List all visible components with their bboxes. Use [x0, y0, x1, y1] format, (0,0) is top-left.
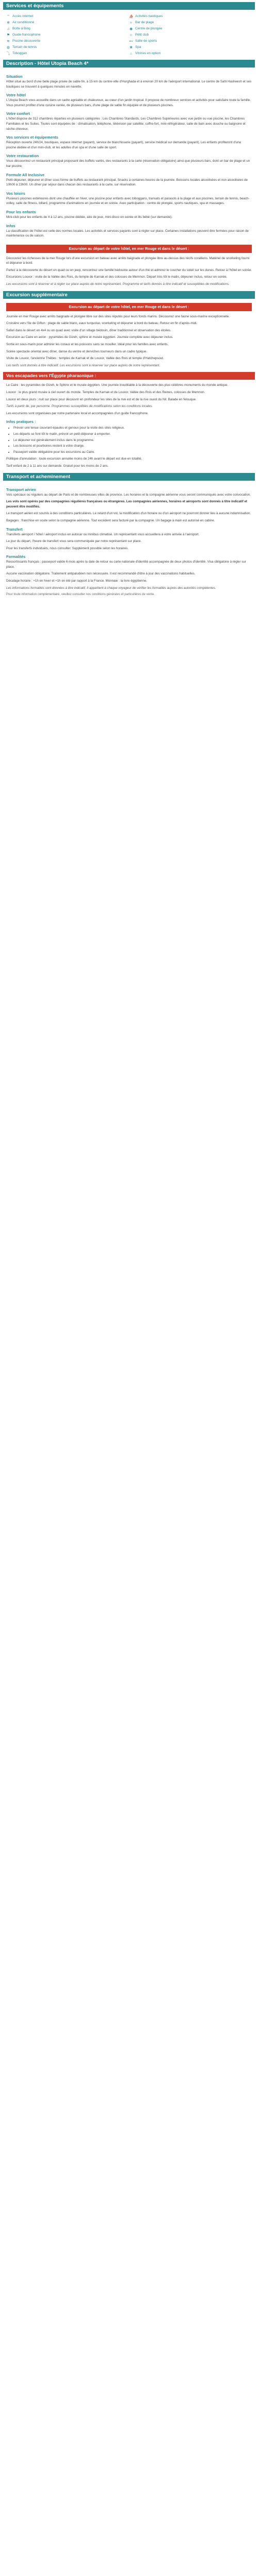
service-item — [129, 51, 252, 56]
egypt-title: Vos escapades vers l'Égypte pharaonique : — [3, 372, 255, 380]
service-label: Activités nautiques — [135, 14, 163, 19]
transport-title: Transport et acheminement — [3, 473, 255, 481]
service-item — [129, 20, 252, 25]
transport-text: Pour les transferts individuels, nous consulter. Supplément possible selon les horaires. — [6, 546, 128, 550]
services-row — [6, 44, 252, 50]
leisure-text: Plusieurs piscines extérieures dont une chauffée en hiver, une piscine pour enfants avec toboggans, transats et parasols à la plage et aux piscines, terrain de tennis, beach-volley, salle de fitness, billard, programme d'animations en journée et en soirée. Avec participation : centre de plongée, sports nautiques, spa et massages. — [6, 196, 250, 206]
egypt-text: Tarifs à partir de, par personne. Programmes susceptibles de modifications selon les conditions locales. — [6, 404, 153, 409]
location-heading: Situation — [6, 74, 23, 79]
alert-note: Les excursions sont à réserver et à régler sur place auprès de notre représentant. Programme et tarifs donnés à titre indicatif et susceptibles de modifications. — [6, 282, 230, 286]
service-label: Pétit club — [135, 33, 149, 37]
services-grid — [3, 12, 255, 60]
alert-title: Excursion au départ de votre hôtel, en mer Rouge et dans le désert : — [6, 245, 252, 253]
transport-text: Les vols sont opérés par des compagnies régulières françaises ou étrangères. Les compagnies aériennes, horaires et aéroports sont donnés à titre indicatif et peuvent être modifiés. — [6, 500, 247, 509]
service-label: Accès internet — [12, 14, 34, 19]
flag-icon: ⚑ — [6, 33, 10, 37]
formalities-heading: Formalités — [6, 554, 26, 560]
transport-text: Décalage horaire : +1h en hiver et +1h en été par rapport à la France. Monnaie : la livre égyptienne. — [6, 579, 148, 583]
allin-text: Petit-déjeuner, déjeuner et dîner sous forme de buffets au restaurant principal. Snacks à certaines heures de la journée. Boissons locales alcoolisées et non alcoolisées de 10h00 à 23h00. Un dîner par séjour dans chacun des restaurants à la carte, sur réservation. — [6, 178, 248, 187]
kids-heading: Pour les enfants — [6, 209, 36, 214]
service-label: Air conditionné — [12, 21, 35, 25]
service-label: Vitrines en option — [135, 52, 161, 56]
transport-text: Le transport aérien est soumis à des conditions particulières. Le retard d'un vol, la modification d'un horaire ou d'un aéroport ne pourront donner lieu à aucune indemnisation. — [6, 512, 251, 516]
services-row — [6, 20, 252, 26]
service-item — [6, 32, 129, 38]
service-item — [129, 39, 252, 44]
service-label: Piscine découverte — [12, 39, 40, 43]
service-item — [129, 26, 252, 31]
transport-text: Transferts aéroport / hôtel / aéroport inclus en autocar ou minibus climatisé. Un représentant vous accueillera à votre arrivée à l'aéroport. — [6, 532, 200, 536]
tennis-icon: ◍ — [6, 45, 10, 49]
transport-text: Bagages : franchise en soute selon la compagnie aérienne. Tout excédent sera facturé par la compagnie. Un bagage à main est autorisé en cabine. — [6, 518, 215, 522]
transport-section — [3, 483, 255, 602]
transport-text: Ressortissants français : passeport valide 6 mois après la date de retour ou carte nationale d'identité accompagnée de deux photos d'identité. Visa obligatoire à régler sur place. — [6, 560, 246, 569]
spa-icon: ❀ — [130, 45, 133, 49]
service-item — [6, 45, 129, 50]
service-item — [6, 39, 129, 44]
list-item: • Les départs se font tôt le matin, prévoir un petit-déjeuner à emporter. — [13, 432, 252, 437]
services-text: Réception ouverte 24h/24, boutiques, espace internet (payant), service de blanchisserie (payant), service médical sur demande (payant). Les enfants profiteront d'une piscine dédiée et d'un mini-club, et les adultes d'un spa et d'une salle de sport. — [6, 141, 241, 149]
service-item — [6, 51, 129, 56]
excursion-text: Journée en mer Rouge avec arrêts baignade et plongée libre sur des sites réputés pour leurs fonds marins. Découvrez une faune sous-marine exceptionnelle. — [6, 314, 230, 318]
egypt-text: Politique d'annulation : toute excursion annulée moins de 24h avant le départ est due en totalité. — [6, 457, 142, 461]
rooms-text: L'hôtel dispose de 312 chambres réparties en plusieurs catégories : Les Chambres Standards, Les Chambres Supérieures avec vue jardin ou vue piscine, les Chambres Familiales et les Suites. Toutes sont équipées de : climatisation, téléphone, télévision par satellite, coffre-fort, mini-réfrigérateur, salle de bain avec douche ou baignoire et sèche-cheveux. — [6, 117, 246, 131]
egypt-text: Tarif enfant de 2 à 11 ans sur demande. Gratuit pour les moins de 2 ans. — [6, 464, 109, 468]
music-icon: ♫ — [7, 27, 10, 31]
air-heading: Transport aérien — [6, 487, 36, 492]
service-label: Spa — [135, 45, 141, 49]
egypt-text: Le Caire : les pyramides de Gizeh, le Sphinx et le musée égyptien. Une journée inoubliable à la découverte des plus célèbres monuments du monde antique. — [6, 383, 229, 387]
egypt-section — [3, 382, 255, 472]
location-text: Hôtel situé au bord d'une belle plage privée de sable fin, à 15 km du centre-ville d'Hurghada et à environ 20 km de l'aéroport international. Le centre de Sahl Hasheesh et ses boutiques se trouvent à quelques minutes en navette. — [6, 80, 252, 89]
excursion-text: Excursion au Caire en avion : pyramides de Gizeh, sphinx et musée égyptien. Journée complète avec déjeuner inclus. — [6, 335, 173, 340]
slide-icon: ⤵ — [6, 52, 10, 56]
list-item: • Passeport valide obligatoire pour les excursions au Caire. — [13, 450, 252, 455]
services-row — [6, 26, 252, 32]
service-item — [6, 26, 129, 31]
excursion-text: Soirée spectacle oriental avec dîner, danse du ventre et derviches tourneurs dans un cadre typique. — [6, 349, 148, 353]
alert-text: Partez à la découverte du désert en quad ou en jeep, rencontrez une famille bédouine autour d'un thé et admirez le coucher du soleil sur les dunes. Retour à l'hôtel en soirée. — [6, 268, 252, 272]
excursions-section — [3, 301, 255, 372]
list-item: • Les boissons et pourboires restent à votre charge. — [13, 444, 252, 449]
service-label: Guide francophone — [12, 33, 41, 37]
pool-icon: ≋ — [7, 39, 10, 43]
allin-heading: Formule All Inclusive — [6, 172, 45, 177]
service-label: Centre de plongée — [135, 27, 163, 31]
services-row — [6, 50, 252, 57]
service-item — [129, 32, 252, 38]
services-row — [6, 38, 252, 44]
excursions-alert-title: Excursion au départ de votre hôtel, en mer Rouge et dans le désert : — [6, 303, 252, 311]
egypt-text: Les excursions sont organisées par notre partenaire local et accompagnées d'un guide francophone. — [6, 411, 149, 415]
service-label: Terrain de tennis — [12, 45, 37, 49]
leisure-heading: Vos loisirs — [6, 191, 25, 196]
list-item: • Prévoir une tenue couvrant épaules et genoux pour la visite des sites religieux. — [13, 426, 252, 431]
alert-text: Excursions Louxor : visite de la Vallée des Rois, du temple de Karnak et des colosses de Memnon. Départ très tôt le matin, déjeuner inclus, retour en soirée. — [6, 275, 228, 279]
excursion-note: Les tarifs sont donnés à titre indicatif. Les excursions sont à réserver sur place auprès de notre représentant. — [6, 363, 160, 367]
transport-text: Vols spéciaux ou réguliers au départ de Paris et de nombreuses villes de province. Les horaires et la compagnie aérienne vous seront communiqués avec votre convocation. — [6, 493, 251, 497]
service-item — [6, 20, 129, 25]
shop-icon: ⌂ — [130, 52, 133, 56]
services-row — [6, 32, 252, 38]
kids-text: Mini-club pour les enfants de 4 à 12 ans, piscine dédiée, aire de jeux, mini-disco en soirée et lits bébé (sur demande). — [6, 215, 172, 219]
dumbbell-icon: ⊷ — [129, 39, 133, 43]
list-item: • Le déjeuner est généralement inclus dans le programme. — [13, 438, 252, 443]
info-text: La classification de l'hôtel est celle des normes locales. Les activités et services payants sont à régler sur place. Certaines installations peuvent être fermées pour raison de maintenance ou de saison. — [6, 229, 249, 238]
transport-text: Les informations formalités sont données à titre indicatif. Il appartient à chaque voyageur de vérifier les formalités auprès des autorités compétentes. — [6, 586, 216, 590]
glass-icon: ♅ — [130, 21, 133, 25]
services-title: Services et équipements — [3, 2, 255, 10]
food-heading: Votre restauration — [6, 154, 39, 159]
page — [0, 0, 258, 608]
info-heading: Infos — [6, 223, 15, 228]
service-label: Toboggan — [12, 52, 27, 56]
services-heading: Vos services et équipements — [6, 135, 58, 140]
rooms-heading: Votre confort — [6, 111, 30, 116]
hotel-text: L'Utopia Beach vous accueille dans un cadre agréable et chaleureux, au cœur d'un jardin tropical. Il propose de nombreux services et activités pour satisfaire toute la famille. Vous pourrez profiter d'une cuisine variée, de plusieurs bars, d'une plage de sable fin équipée et de plusieurs piscines. — [6, 98, 251, 107]
transport-text: Pour toute information complémentaire, veuillez consulter nos conditions générales et particulières de vente. — [6, 593, 155, 597]
transport-text: Le jour du départ, l'heure de transfert vous sera communiquée par notre représentant sur place. — [6, 539, 142, 544]
service-label: Salle de sports — [135, 39, 157, 43]
diver-icon: ◉ — [129, 27, 133, 31]
service-item — [6, 14, 129, 19]
description-section — [3, 70, 255, 243]
transfer-heading: Transfert — [6, 527, 23, 532]
hotel-heading: Votre hôtel — [6, 93, 26, 98]
alert-block — [3, 243, 255, 291]
excursions-title: Excursion supplémentaire — [3, 291, 255, 299]
excursion-text: Sortie en sous-marin pour admirer les coraux et les poissons sans se mouiller. Idéal pour les familles avec enfants. — [6, 343, 169, 347]
services-row — [6, 13, 252, 20]
alert-text: Découvrez les richesses de la mer Rouge lors d'une excursion en bateau avec arrêts baignade et plongée libre au-dessus des récifs coralliens. Matériel de snorkeling fourni et déjeuner à bord. — [6, 256, 250, 265]
boat-icon: ⛵ — [129, 14, 134, 19]
service-item — [129, 45, 252, 50]
service-item — [129, 14, 252, 19]
egypt-text: Louxor en deux jours : nuit sur place pour découvrir en profondeur les sites de la rive est et de la rive ouest du Nil. Balade en felouque. — [6, 397, 197, 401]
service-label: Bar de plage — [135, 21, 154, 25]
excursion-text: Safari dans le désert en 4x4 ou en quad avec visite d'un village bédouin, dîner traditionnel et observation des étoiles. — [6, 328, 171, 332]
practical-list — [13, 426, 252, 454]
egypt-text: Louxor : le plus grand musée à ciel ouvert du monde. Temples de Karnak et de Louxor, Vallée des Rois et des Reines, colosses de Memnon. — [6, 391, 205, 394]
child-icon: ☺ — [129, 33, 133, 37]
description-title: Description - Hôtel Utopia Beach 4* — [3, 60, 255, 67]
excursion-text: Croisière vers l'île de Giftun : plage de sable blanc, eaux turquoise, snorkeling et déjeuner à bord du bateau. Retour en fin d'après-midi. — [6, 321, 198, 326]
wifi-icon: ⌔ — [6, 14, 10, 19]
service-label: Boîte à Bing — [12, 27, 30, 31]
snowflake-icon: ❄ — [7, 21, 10, 25]
food-text: Vous découvrirez un restaurant principal proposant des buffets variés, des restaurants à la carte (réservation obligatoire) ainsi que plusieurs bars, dont un bar de plage et un bar piscine. — [6, 159, 250, 168]
excursion-text: Visite de Louxor, l'ancienne Thèbes : temples de Karnak et de Louxor, Vallée des Rois et temple d'Hatchepsout. — [6, 357, 164, 361]
practical-heading: Infos pratiques : — [6, 419, 36, 425]
transport-text: Aucune vaccination obligatoire. Traitement antipaludéen non nécessaire. Il est recommandé d'être à jour des vaccinations habituelles. — [6, 572, 196, 576]
